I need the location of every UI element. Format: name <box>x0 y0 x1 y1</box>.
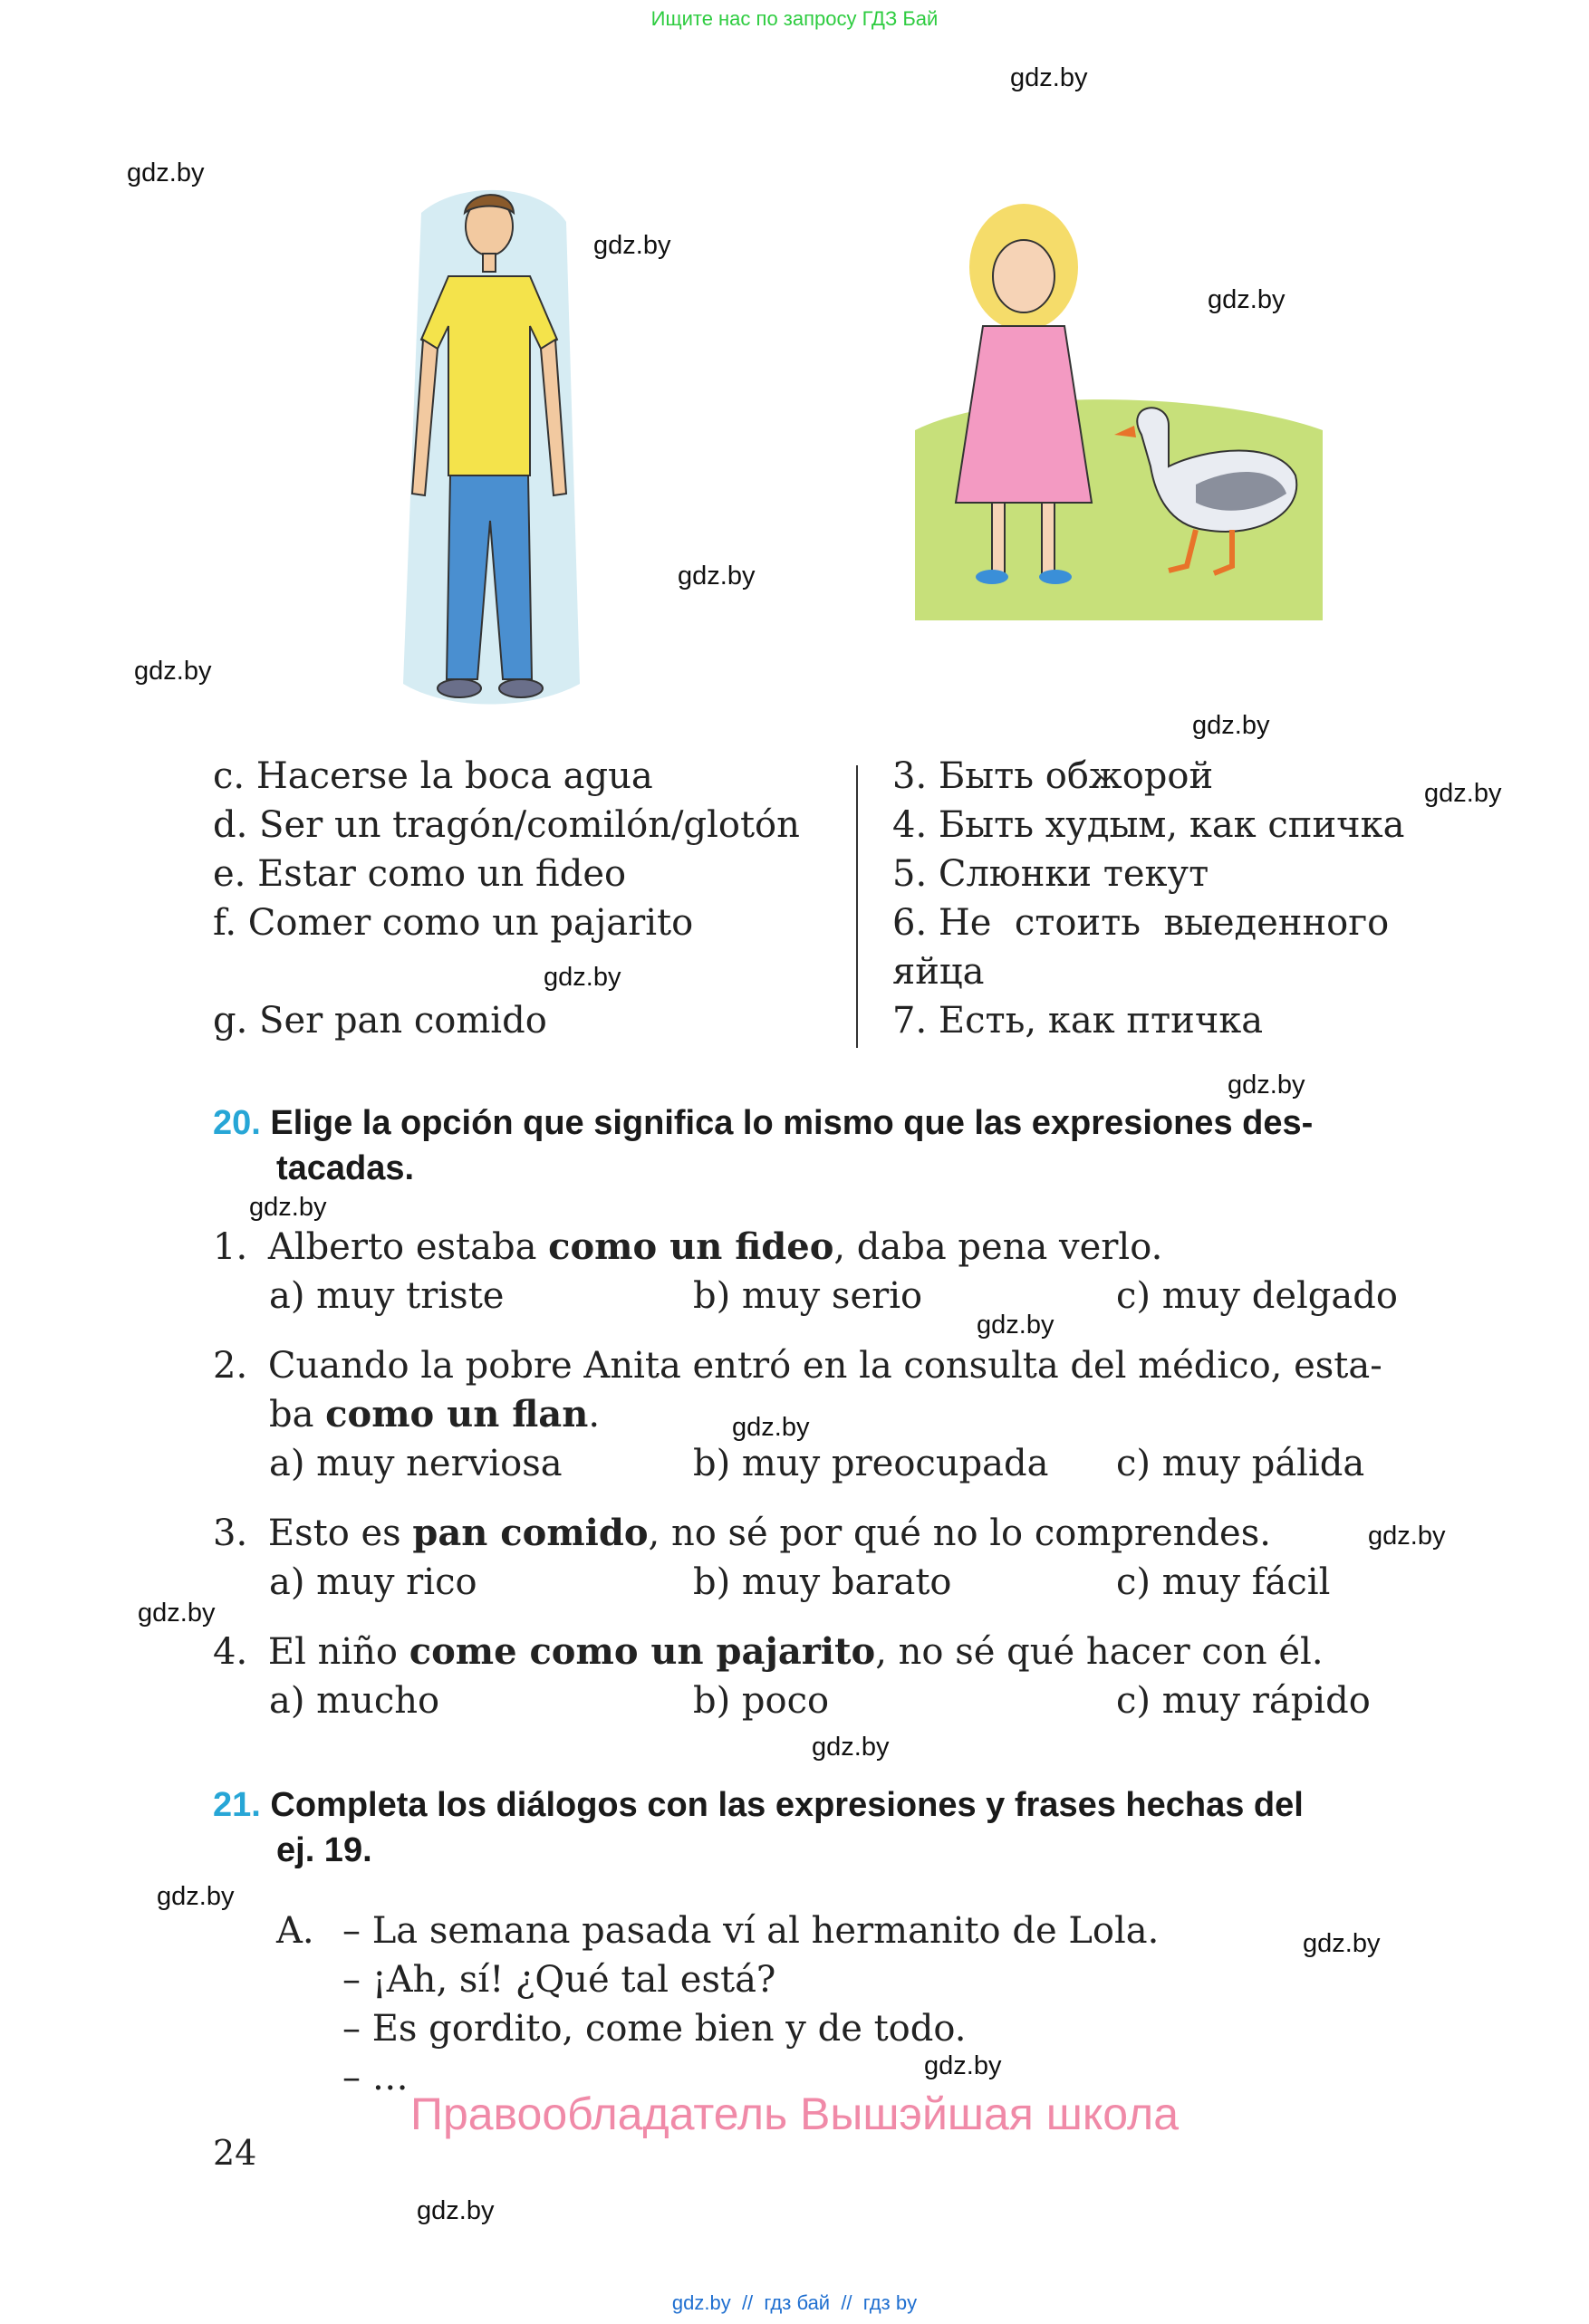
option[interactable]: a) muy nerviosa <box>269 1443 563 1484</box>
match-right-item: 6. Не стоить выеденного <box>892 902 1390 944</box>
watermark: gdz.by <box>134 657 212 686</box>
copyright-notice: Правообладатель Вышэйшая школа <box>410 2089 1179 2139</box>
dialog-line: – ¡Ah, sí! ¿Qué tal está? <box>342 1959 776 2001</box>
dialog-label: A. <box>276 1910 314 1952</box>
exercise-instruction: Elige la opción que significa lo mismo que las expresiones des- <box>270 1104 1314 1142</box>
exercise-item: 1. Alberto estaba como un fideo, daba pena verlo. <box>213 1225 1163 1268</box>
girl-and-goose-illustration <box>897 204 1332 620</box>
watermark: gdz.by <box>249 1193 327 1222</box>
option[interactable]: b) poco <box>693 1680 830 1722</box>
match-left-item: f. Comer como un pajarito <box>213 902 694 944</box>
match-left-item: e. Estar como un fideo <box>213 853 627 895</box>
option[interactable]: c) muy rápido <box>1116 1680 1371 1722</box>
top-banner: Ищите нас по запросу ГДЗ Бай <box>650 7 939 30</box>
exercise-number: 20. <box>213 1104 261 1142</box>
watermark: gdz.by <box>924 2051 1002 2080</box>
thin-boy-illustration <box>385 177 593 720</box>
highlighted-expression: como un fideo <box>548 1225 834 1268</box>
dialog-line: – La semana pasada ví al hermanito de Lola. <box>342 1910 1160 1952</box>
watermark: gdz.by <box>1208 285 1286 314</box>
exercise-number: 21. <box>213 1786 261 1824</box>
watermark: gdz.by <box>1424 779 1502 808</box>
column-divider <box>856 765 858 1048</box>
match-left-item: c. Hacerse la boca agua <box>213 755 653 797</box>
dialog-line: – … <box>342 2057 409 2098</box>
exercise-instruction: tacadas. <box>276 1149 415 1187</box>
watermark: gdz.by <box>157 1882 235 1911</box>
match-right-item: яйца <box>892 951 985 993</box>
watermark: gdz.by <box>1010 63 1088 92</box>
option[interactable]: b) muy barato <box>693 1561 952 1603</box>
exercise-21-heading <box>213 1782 1304 1828</box>
match-left-item: g. Ser pan comido <box>213 1000 547 1042</box>
option[interactable]: b) muy preocupada <box>693 1443 1049 1484</box>
exercise-instruction: Completa los diálogos con las expresiones y frases hechas del <box>270 1786 1304 1824</box>
watermark: gdz.by <box>138 1599 216 1628</box>
highlighted-expression: como un flan <box>325 1393 589 1436</box>
match-right-item: 5. Слюнки текут <box>892 853 1209 895</box>
exercise-item-continuation: ba como un flan. <box>269 1393 601 1436</box>
watermark: gdz.by <box>1192 711 1270 740</box>
exercise-item: 4. El niño come como un pajarito, no sé qué hacer con él. <box>213 1630 1324 1673</box>
option[interactable]: b) muy serio <box>693 1275 923 1317</box>
option[interactable]: a) muy rico <box>269 1561 477 1603</box>
option[interactable]: c) muy fácil <box>1116 1561 1331 1603</box>
exercise-item: 3. Esto es pan comido, no sé por qué no lo comprendes. <box>213 1512 1271 1554</box>
footer-links: gdz.by // гдз бай // гдз by <box>671 2291 918 2314</box>
match-left-item: d. Ser un tragón/comilón/glotón <box>213 804 800 846</box>
option[interactable]: a) mucho <box>269 1680 440 1722</box>
exercise-20-heading <box>213 1100 1313 1146</box>
option[interactable]: c) muy delgado <box>1116 1275 1398 1317</box>
exercise-item: 2. Cuando la pobre Anita entró en la consulta del médico, esta- <box>213 1345 1382 1387</box>
watermark: gdz.by <box>127 158 205 187</box>
match-right-item: 3. Быть обжорой <box>892 755 1214 797</box>
watermark: gdz.by <box>1228 1071 1305 1100</box>
watermark: gdz.by <box>1368 1522 1446 1551</box>
option[interactable]: c) muy pálida <box>1116 1443 1365 1484</box>
watermark: gdz.by <box>417 2196 495 2225</box>
highlighted-expression: pan comido <box>412 1512 649 1554</box>
watermark: gdz.by <box>812 1733 890 1762</box>
watermark: gdz.by <box>977 1311 1055 1340</box>
highlighted-expression: come como un pajarito <box>409 1630 876 1673</box>
option[interactable]: a) muy triste <box>269 1275 505 1317</box>
watermark: gdz.by <box>1303 1929 1381 1958</box>
watermark: gdz.by <box>732 1413 810 1442</box>
exercise-instruction: ej. 19. <box>276 1831 372 1869</box>
match-right-item: 4. Быть худым, как спичка <box>892 804 1405 846</box>
watermark: gdz.by <box>593 231 671 260</box>
watermark: gdz.by <box>544 963 621 992</box>
watermark: gdz.by <box>678 562 756 591</box>
dialog-line: – Es gordito, come bien y de todo. <box>342 2008 967 2050</box>
page-number: 24 <box>213 2133 257 2173</box>
match-right-item: 7. Есть, как птичка <box>892 1000 1264 1042</box>
